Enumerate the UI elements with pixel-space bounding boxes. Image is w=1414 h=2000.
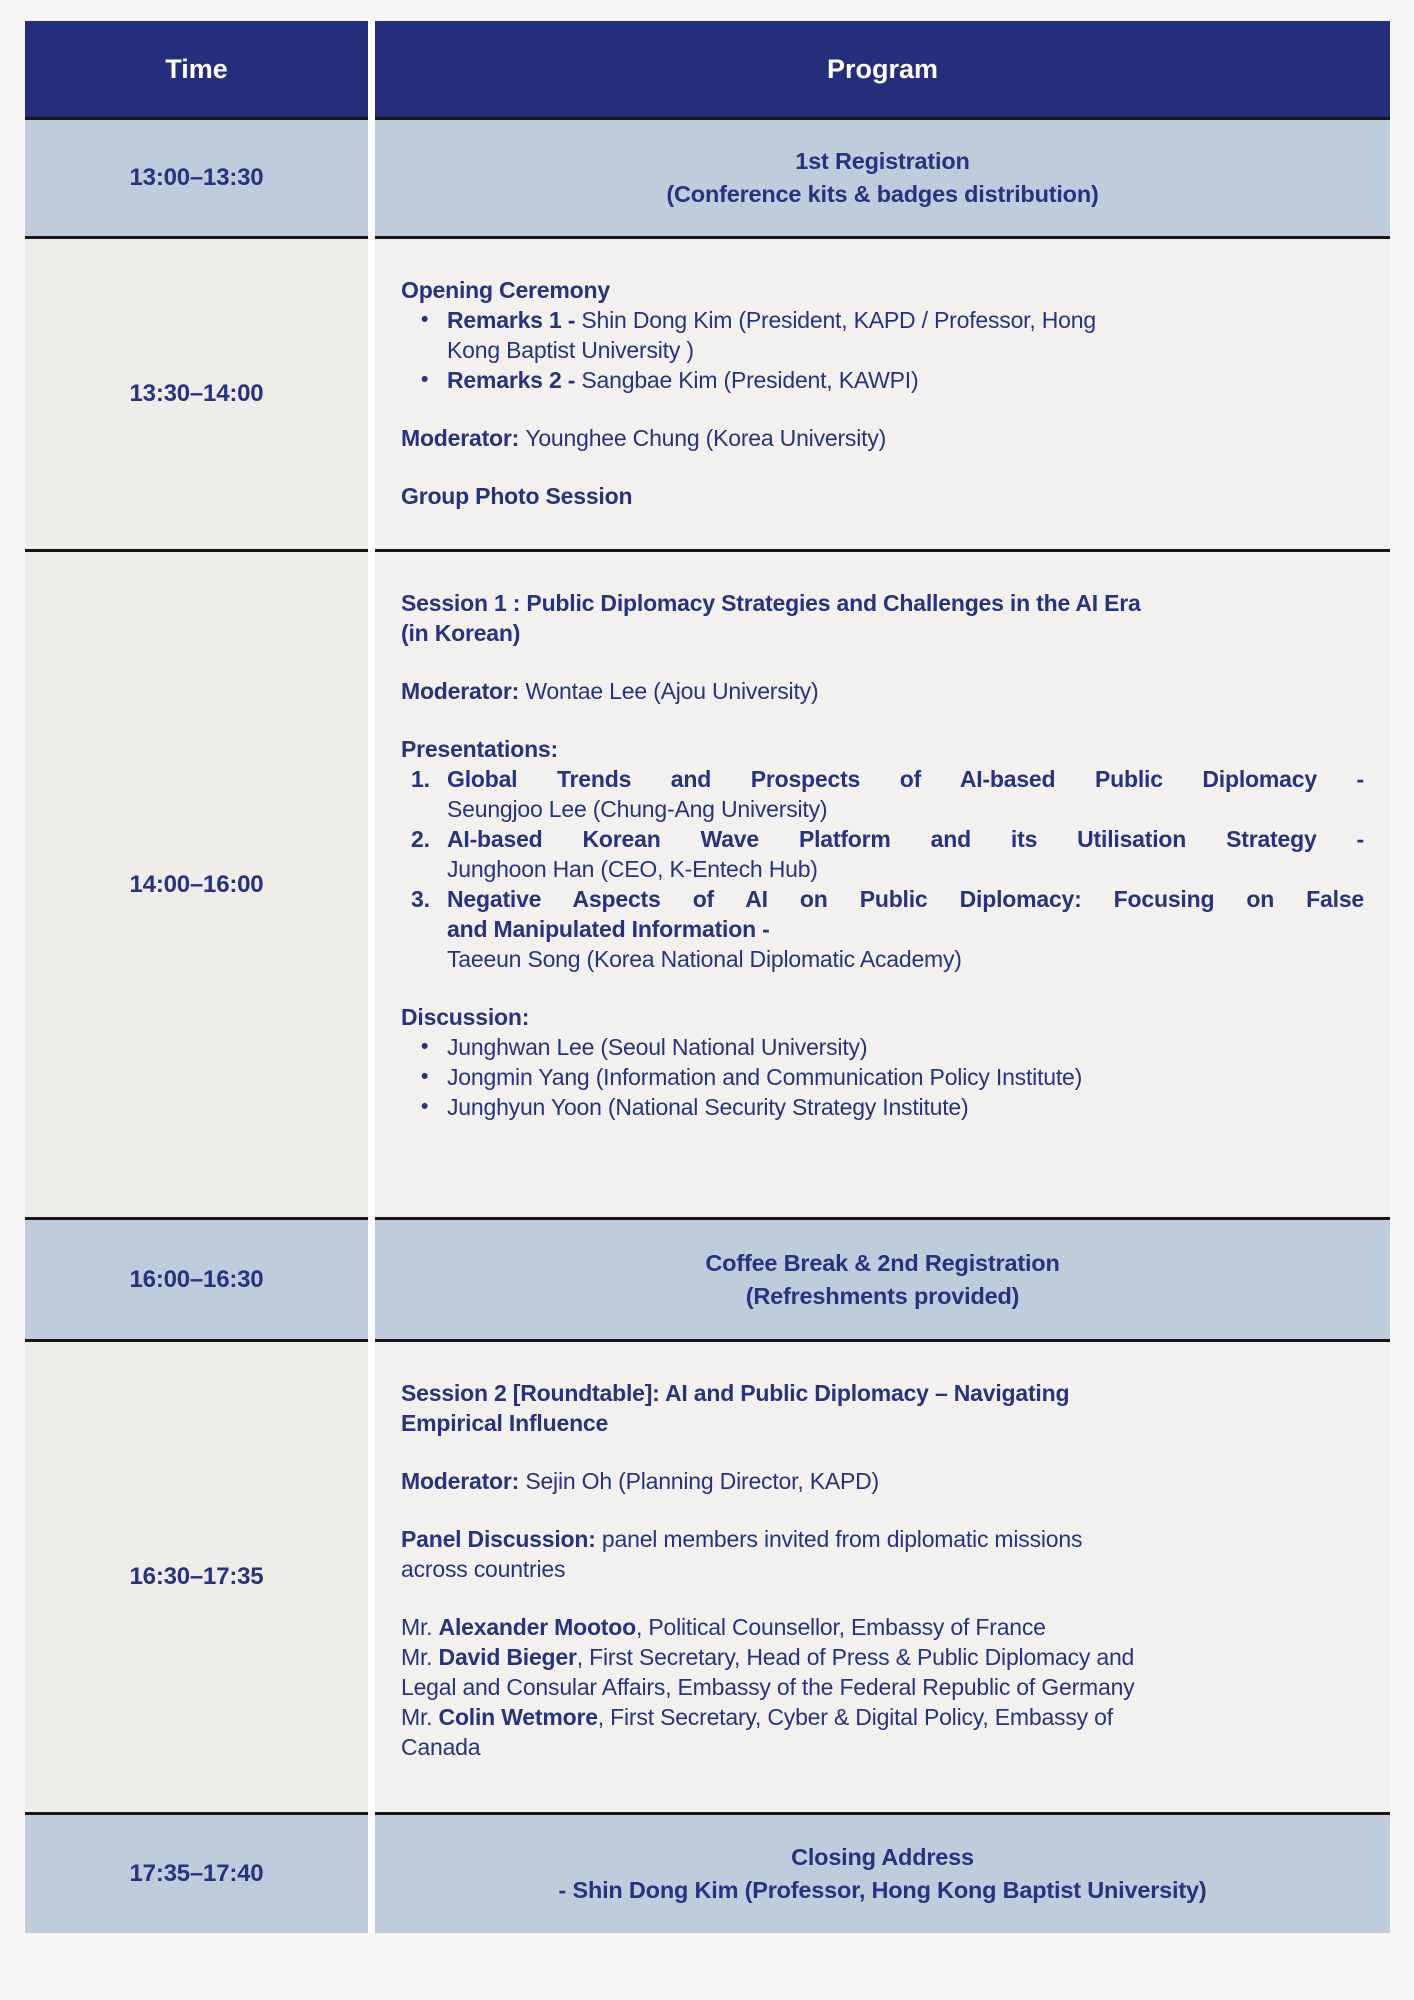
- time-label: 16:00–16:30: [129, 1265, 264, 1293]
- banner-text: [666, 145, 1098, 211]
- header-program-cell: [375, 21, 1390, 117]
- text: Canada: [401, 1734, 481, 1760]
- bullet-icon: •: [421, 1095, 429, 1118]
- bullet-item: [421, 1092, 1364, 1122]
- program-cell: [375, 1339, 1390, 1812]
- banner-line: - Shin Dong Kim (Professor, Hong Kong Baptist University): [558, 1877, 1207, 1903]
- numbered-item: [411, 884, 1364, 974]
- paragraph: [401, 423, 1364, 453]
- time-cell: [25, 117, 368, 236]
- banner-line: (Conference kits & badges distribution): [666, 181, 1099, 207]
- text: across countries: [401, 1556, 566, 1582]
- numbered-item: [411, 824, 1364, 884]
- bullet-icon: •: [421, 368, 429, 391]
- text: panel members invited from diplomatic missions: [601, 1526, 1083, 1552]
- text: Wontae Lee (Ajou University): [525, 678, 819, 704]
- bold-text: Remarks 1 -: [447, 307, 582, 333]
- program-cell: [375, 117, 1390, 236]
- text: Sangbae Kim (President, KAWPI): [581, 367, 919, 393]
- bullet-list: [401, 305, 1364, 395]
- bullet-icon: •: [421, 308, 429, 331]
- bold-text: Moderator:: [401, 1468, 526, 1494]
- bullet-item: [421, 365, 1364, 395]
- banner-line: (Refreshments provided): [745, 1282, 1020, 1309]
- program-cell: [375, 1217, 1390, 1339]
- presenter-name: Seungjoo Lee (Chung-Ang University): [447, 796, 828, 822]
- bold-text: Moderator:: [401, 425, 526, 451]
- time-cell: [25, 1217, 368, 1339]
- presenter-name: Taeeun Song (Korea National Diplomatic Academy): [447, 946, 962, 972]
- paragraph: [401, 734, 1364, 764]
- text: Kong Baptist University ): [447, 337, 694, 363]
- time-cell: [25, 549, 368, 1217]
- bold-text: Remarks 2 -: [447, 367, 582, 393]
- banner-line: Coffee Break & 2nd Registration: [705, 1249, 1060, 1276]
- paragraph: [401, 481, 1364, 511]
- time-label: 14:00–16:00: [129, 870, 264, 898]
- banner-line: Closing Address: [791, 1844, 974, 1870]
- text: Mr.: [401, 1704, 439, 1730]
- header-time-label: Time: [165, 53, 228, 84]
- bullet-icon: •: [421, 1065, 429, 1088]
- bold-text: Moderator:: [401, 678, 526, 704]
- text: Shin Dong Kim (President, KAPD / Professor, Hong: [581, 307, 1096, 333]
- bullet-item: [421, 1032, 1364, 1062]
- program-cell: [375, 236, 1390, 549]
- paragraph: [401, 1002, 1364, 1032]
- number-marker: 3.: [411, 886, 430, 912]
- bullet-item: [421, 305, 1364, 365]
- bold-text: Discussion:: [401, 1004, 530, 1030]
- program-table: [25, 21, 1390, 1933]
- bold-text: Panel Discussion:: [401, 1526, 602, 1552]
- time-label: 13:30–14:00: [129, 380, 264, 407]
- text: , First Secretary, Cyber & Digital Policy, Embassy of: [597, 1704, 1113, 1730]
- text: Mr.: [401, 1644, 439, 1670]
- bold-text: David Bieger: [438, 1644, 577, 1670]
- paragraph: [401, 1378, 1364, 1438]
- bold-text: Alexander Mootoo: [438, 1614, 636, 1640]
- bullet-list: [401, 1032, 1364, 1122]
- text: , First Secretary, Head of Press & Public Diplomacy and: [576, 1644, 1135, 1670]
- banner-line: 1st Registration: [795, 148, 970, 174]
- bold-text: (in Korean): [401, 620, 521, 646]
- text: , Political Counsellor, Embassy of France: [635, 1614, 1046, 1640]
- presentation-title: AI-based Korean Wave Platform and its Utilisation Strategy -: [447, 826, 1364, 852]
- presentation-title: and Manipulated Information -: [447, 916, 770, 942]
- presenter-name: Junghoon Han (CEO, K-Entech Hub): [447, 856, 818, 882]
- presentation-title: Global Trends and Prospects of AI-based Public Diplomacy -: [447, 766, 1364, 792]
- paragraph: [401, 588, 1364, 648]
- presentation-title: Negative Aspects of AI on Public Diplomacy: Focusing on False: [447, 886, 1364, 912]
- bold-text: Opening Ceremony: [401, 277, 610, 303]
- text: Sejin Oh (Planning Director, KAPD): [525, 1468, 879, 1494]
- text: Mr.: [401, 1614, 439, 1640]
- number-marker: 1.: [411, 766, 430, 792]
- paragraph: [401, 676, 1364, 706]
- time-label: 13:00–13:30: [129, 164, 264, 191]
- bullet-icon: •: [421, 1035, 429, 1058]
- time-cell: [25, 236, 368, 549]
- numbered-item: [411, 764, 1364, 824]
- time-cell: [25, 1339, 368, 1812]
- paragraph: [401, 1466, 1364, 1496]
- paragraph: [401, 1612, 1364, 1762]
- bullet-item: [421, 1062, 1364, 1092]
- numbered-list: [401, 764, 1364, 974]
- banner-text: [559, 1841, 1207, 1907]
- text: Junghyun Yoon (National Security Strategy Institute): [447, 1094, 969, 1120]
- bold-text: Colin Wetmore: [438, 1704, 598, 1730]
- paragraph: [401, 1524, 1364, 1584]
- bold-text: Empirical Influence: [401, 1410, 609, 1436]
- header-program-label: Program: [826, 53, 939, 84]
- text: Jongmin Yang (Information and Communication Policy Institute): [447, 1064, 1083, 1090]
- program-cell: [375, 1812, 1390, 1933]
- text: Legal and Consular Affairs, Embassy of the Federal Republic of Germany: [401, 1674, 1135, 1700]
- number-marker: 2.: [411, 826, 430, 852]
- time-label: 17:35–17:40: [129, 1860, 264, 1887]
- text: Younghee Chung (Korea University): [525, 425, 887, 451]
- bold-text: Session 2 [Roundtable]: AI and Public Diplomacy – Navigating: [401, 1380, 1070, 1406]
- bold-text: Session 1 : Public Diplomacy Strategies and Challenges in the AI Era: [401, 590, 1141, 616]
- header-time-cell: [25, 21, 368, 117]
- time-label: 16:30–17:35: [129, 1563, 264, 1590]
- banner-text: [705, 1247, 1059, 1313]
- bold-text: Presentations:: [401, 736, 558, 762]
- time-cell: [25, 1812, 368, 1933]
- bold-text: Group Photo Session: [401, 483, 633, 509]
- text: Junghwan Lee (Seoul National University): [447, 1034, 868, 1060]
- paragraph: [401, 275, 1364, 305]
- program-cell: [375, 549, 1390, 1217]
